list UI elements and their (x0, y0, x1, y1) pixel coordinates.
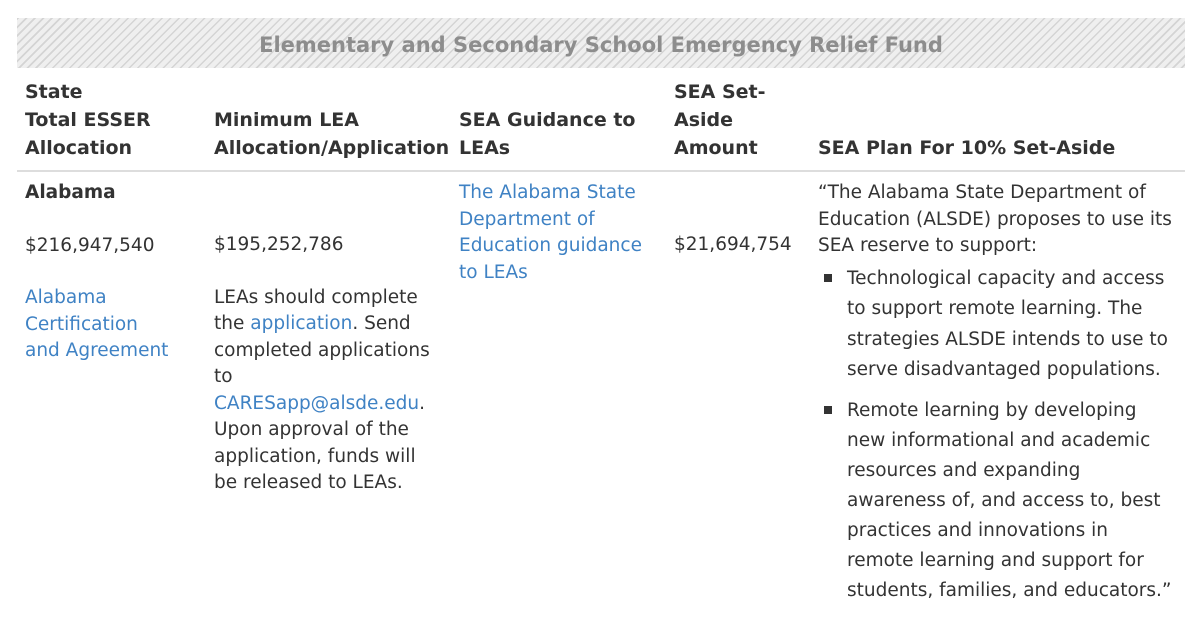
header-min-lea-line: Allocation/Application (214, 137, 450, 159)
cell-min-lea (214, 232, 430, 497)
application-link[interactable]: application (250, 313, 353, 334)
plan-line: remote learning and support for (847, 549, 1144, 571)
link-line: to LEAs (459, 261, 528, 283)
header-plan-line: SEA Plan For 10% Set-Aside (818, 137, 1116, 159)
header-guidance-line: SEA Guidance to (459, 109, 636, 131)
header-divider (17, 170, 1185, 172)
note-line (214, 391, 430, 418)
plan-line: Technological capacity and access (847, 267, 1165, 289)
plan-intro (818, 180, 1172, 260)
link-line: Alabama (25, 287, 107, 308)
table-banner (17, 18, 1185, 68)
plan-line: practices and innovations in (847, 519, 1109, 541)
plan-line: new informational and academic (847, 429, 1151, 451)
header-setaside (674, 78, 766, 162)
note-line: completed applications (214, 339, 430, 361)
cell-plan (818, 180, 1172, 606)
note-text: . Send (352, 313, 411, 334)
plan-line: students, families, and educators.” (847, 579, 1172, 601)
plan-line: SEA reserve to support: (818, 235, 1038, 256)
link-line: Department of (459, 208, 595, 230)
list-item (818, 396, 1172, 606)
square-bullet-icon (824, 406, 832, 414)
link-line: Education guidance (459, 235, 642, 256)
banner-title: Elementary and Secondary School Emergency Relief Fund (259, 33, 943, 57)
state-name: Alabama (25, 182, 116, 203)
setaside-amount: $21,694,754 (674, 234, 792, 255)
header-setaside-line: Aside (674, 109, 734, 131)
header-state (25, 78, 151, 162)
note-text: . (419, 392, 426, 414)
plan-line: serve disadvantaged populations. (847, 359, 1161, 380)
plan-line: Remote learning by developing (847, 399, 1137, 421)
link-line: and Agreement (25, 340, 169, 361)
header-state-line: State (25, 81, 83, 103)
note-line: Upon approval of the (214, 419, 409, 440)
note-text: the (214, 313, 251, 334)
plan-line: “The Alabama State Department of (818, 182, 1146, 203)
plan-line: strategies ALSDE intends to use to (847, 328, 1168, 350)
min-lea-amount: $195,252,786 (214, 234, 344, 255)
header-guidance-line: LEAs (459, 137, 511, 159)
cell-state (25, 180, 168, 365)
header-state-line: Total ESSER (25, 109, 151, 131)
square-bullet-icon (824, 274, 832, 282)
plan-list (818, 264, 1172, 606)
header-state-line: Allocation (25, 137, 133, 159)
header-min-lea-line: Minimum LEA (214, 109, 359, 131)
plan-line: resources and expanding (847, 459, 1081, 481)
header-plan (818, 134, 1115, 162)
note-line: LEAs should complete (214, 286, 418, 308)
header-min-lea (214, 106, 449, 162)
note-line (214, 311, 430, 338)
header-setaside-line: Amount (674, 137, 758, 159)
plan-line: Education (ALSDE) proposes to use its (818, 208, 1172, 230)
list-item (818, 264, 1172, 386)
note-line: application, funds will (214, 445, 416, 467)
certification-agreement-link[interactable] (25, 285, 168, 365)
link-line: The Alabama State (459, 182, 636, 203)
total-allocation: $216,947,540 (25, 234, 155, 256)
plan-line: awareness of, and access to, best (847, 489, 1161, 511)
email-link[interactable]: CARESapp@alsde.edu (214, 392, 420, 414)
lea-note (214, 285, 430, 497)
link-line: Certification (25, 313, 138, 335)
plan-line: to support remote learning. The (847, 298, 1143, 319)
header-setaside-line: SEA Set- (674, 81, 766, 103)
guidance-link[interactable] (459, 180, 642, 286)
note-line: be released to LEAs. (214, 472, 403, 493)
header-guidance (459, 106, 635, 162)
note-line: to (214, 366, 233, 387)
